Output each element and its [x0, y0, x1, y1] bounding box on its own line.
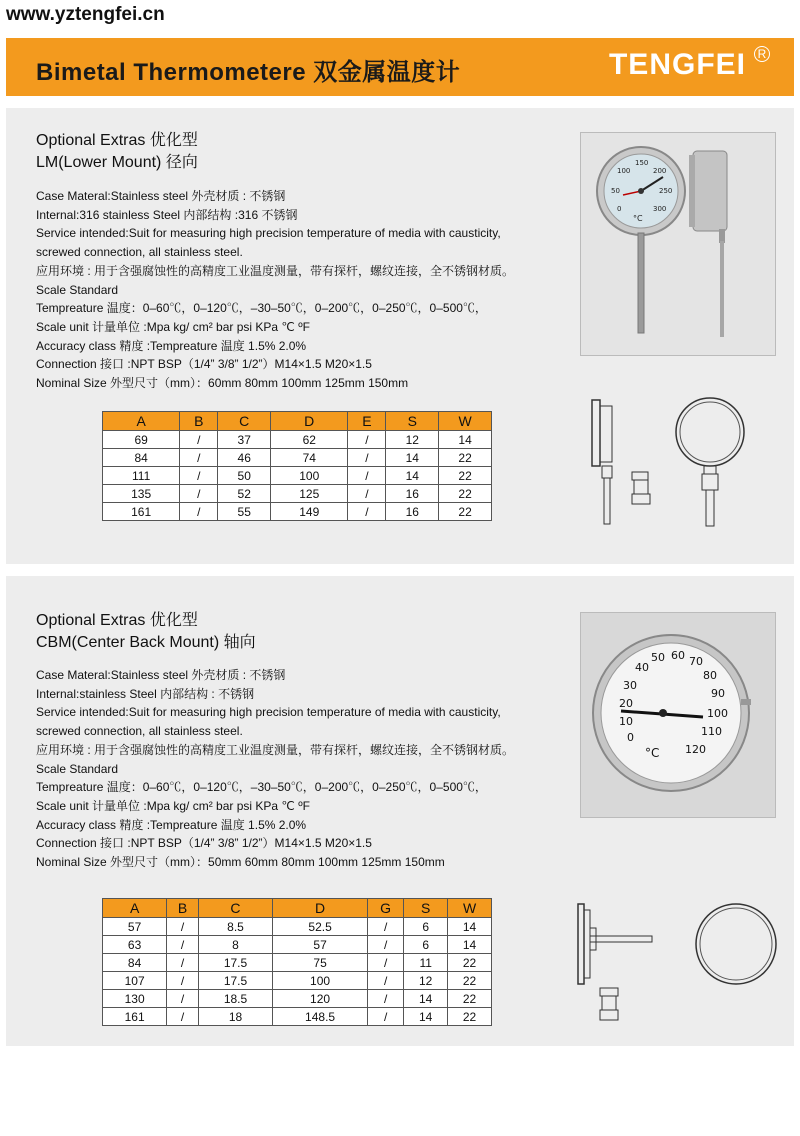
- table-cell: 84: [103, 449, 180, 467]
- table-cell: /: [367, 1008, 403, 1026]
- spec-line: Connection 接口 :NPT BSP（1/4” 3/8” 1/2”）M14×1.5 M20×1.5: [36, 836, 372, 851]
- spec-line: Nominal Size 外型尺寸（mm）：60mm 80mm 100mm 125mm 150mm: [36, 376, 409, 391]
- table-cell: 84: [103, 954, 167, 972]
- dial-tick-label: 0: [617, 205, 622, 213]
- table-row: [103, 503, 492, 521]
- table-cell: 120: [273, 990, 368, 1008]
- table-cell: 14: [404, 990, 448, 1008]
- col-header: S: [404, 899, 448, 918]
- table-row: [103, 936, 492, 954]
- spec-line: Accuracy class 精度 :Tempreature 温度 1.5% 2.0%: [36, 817, 307, 832]
- table-cell: 8.5: [198, 918, 272, 936]
- table-cell: 100: [271, 467, 348, 485]
- dial-tick-label: 100: [707, 707, 728, 720]
- website-url[interactable]: www.yztengfei.cn: [6, 4, 165, 25]
- dial-tick-label: 50: [651, 651, 665, 664]
- table-cell: 6: [404, 936, 448, 954]
- thermometer-lm-icon: [581, 133, 775, 355]
- col-header: B: [180, 412, 218, 431]
- table-cell: /: [367, 954, 403, 972]
- spec-line: 应用环境 : 用于含强腐蚀性的高精度工业温度测量，带有探杆，螺纹连接，全不锈钢材质。: [36, 742, 515, 757]
- spec-line: Internal:stainless Steel 内部结构 : 不锈钢: [36, 686, 255, 701]
- optional-extras-label: Optional Extras 优化型: [36, 612, 198, 629]
- dial-tick-label: 0: [627, 731, 634, 744]
- table-row: [103, 431, 492, 449]
- dial-tick-label: 80: [703, 669, 717, 682]
- table-cell: /: [348, 485, 386, 503]
- spec-line: Scale Standard: [36, 761, 119, 776]
- table-cell: /: [348, 503, 386, 521]
- table-cell: 148.5: [273, 1008, 368, 1026]
- table-cell: 17.5: [198, 954, 272, 972]
- table-cell: /: [180, 485, 218, 503]
- table-cell: /: [367, 990, 403, 1008]
- table-cell: 18.5: [198, 990, 272, 1008]
- spec-line: screwed connection, all stainless steel.: [36, 245, 243, 260]
- table-cell: 74: [271, 449, 348, 467]
- table-cell: 8: [198, 936, 272, 954]
- table-row: [103, 954, 492, 972]
- dial-tick-label: 300: [653, 205, 667, 213]
- col-header: C: [218, 412, 271, 431]
- table-cell: 52: [218, 485, 271, 503]
- dial-tick-label: 150: [635, 159, 649, 167]
- table-cell: 135: [103, 485, 180, 503]
- table-cell: 75: [273, 954, 368, 972]
- spec-line: Tempreature 温度：0–60℃，0–120℃，–30–50℃，0–200℃，0–250℃，0–500℃，: [36, 780, 487, 795]
- dial-tick-label: 70: [689, 655, 703, 668]
- dial-tick-label: 30: [623, 679, 637, 692]
- table-cell: /: [180, 431, 218, 449]
- table-cell: 6: [404, 918, 448, 936]
- table-cell: 161: [103, 503, 180, 521]
- table-cell: /: [167, 990, 199, 1008]
- table-header-row: [103, 899, 492, 918]
- spec-line: Tempreature 温度：0–60℃，0–120℃，–30–50℃，0–200℃，0–250℃，0–500℃，: [36, 301, 487, 316]
- col-header: C: [198, 899, 272, 918]
- spec-line: Scale unit 计量单位 :Mpa kg/ cm² bar psi KPa ℃ ºF: [36, 319, 310, 334]
- table-cell: /: [367, 918, 403, 936]
- spec-list: [36, 187, 566, 393]
- dial-tick-label: 40: [635, 661, 649, 674]
- table-cell: 149: [271, 503, 348, 521]
- table-cell: /: [167, 936, 199, 954]
- product-photo-lm: [580, 132, 776, 356]
- table-cell: 16: [386, 503, 439, 521]
- table-cell: 57: [273, 936, 368, 954]
- table-cell: 22: [439, 449, 492, 467]
- table-cell: 14: [386, 449, 439, 467]
- table-cell: 55: [218, 503, 271, 521]
- spec-list: [36, 666, 566, 872]
- table-cell: /: [348, 467, 386, 485]
- table-cell: 14: [448, 936, 492, 954]
- table-cell: 130: [103, 990, 167, 1008]
- dial-tick-label: 50: [611, 187, 620, 195]
- table-row: [103, 990, 492, 1008]
- col-header: E: [348, 412, 386, 431]
- model-title: CBM(Center Back Mount) 轴向: [36, 634, 256, 651]
- table-cell: 63: [103, 936, 167, 954]
- table-cell: 22: [439, 467, 492, 485]
- col-header: D: [271, 412, 348, 431]
- spec-line: Internal:316 stainless Steel 内部结构 :316 不锈钢: [36, 207, 298, 222]
- table-cell: /: [180, 503, 218, 521]
- table-row: [103, 918, 492, 936]
- table-row: [103, 1008, 492, 1026]
- table-row: [103, 467, 492, 485]
- table-cell: /: [367, 972, 403, 990]
- dimension-table: [102, 411, 492, 521]
- table-cell: /: [367, 936, 403, 954]
- spec-line: Scale Standard: [36, 282, 119, 297]
- table-cell: 22: [448, 990, 492, 1008]
- table-cell: /: [167, 972, 199, 990]
- optional-extras-label: Optional Extras 优化型: [36, 132, 198, 149]
- table-cell: 111: [103, 467, 180, 485]
- table-cell: 14: [386, 467, 439, 485]
- table-cell: /: [167, 1008, 199, 1026]
- model-title: LM(Lower Mount) 径向: [36, 154, 198, 171]
- col-header: G: [367, 899, 403, 918]
- spec-line: Connection 接口 :NPT BSP（1/4” 3/8” 1/2”）M14×1.5 M20×1.5: [36, 357, 372, 372]
- table-cell: 14: [439, 431, 492, 449]
- thermometer-cbm-icon: [581, 613, 775, 817]
- col-header: W: [448, 899, 492, 918]
- table-cell: 62: [271, 431, 348, 449]
- dial-tick-label: 90: [711, 687, 725, 700]
- technical-drawing-cbm: [566, 900, 786, 1030]
- table-row: [103, 449, 492, 467]
- dial-tick-label: 60: [671, 649, 685, 662]
- table-cell: 107: [103, 972, 167, 990]
- table-cell: /: [348, 449, 386, 467]
- table-row: [103, 485, 492, 503]
- table-cell: 22: [448, 972, 492, 990]
- table-cell: 18: [198, 1008, 272, 1026]
- dial-tick-label: 100: [617, 167, 631, 175]
- table-cell: 11: [404, 954, 448, 972]
- dial-tick-label: 200: [653, 167, 667, 175]
- spec-line: Case Materal:Stainless steel 外壳材质 : 不锈钢: [36, 668, 286, 682]
- spec-line: Accuracy class 精度 :Tempreature 温度 1.5% 2.0%: [36, 338, 307, 353]
- table-cell: /: [167, 954, 199, 972]
- section-cbm: [6, 576, 794, 1046]
- registered-mark: R: [754, 46, 770, 62]
- table-cell: 161: [103, 1008, 167, 1026]
- spec-line: Service intended:Suit for measuring high precision temperature of media with causticity,: [36, 705, 501, 720]
- table-cell: 46: [218, 449, 271, 467]
- col-header: D: [273, 899, 368, 918]
- table-cell: 52.5: [273, 918, 368, 936]
- col-header: A: [103, 412, 180, 431]
- technical-drawing-lm: [580, 392, 780, 532]
- spec-line: screwed connection, all stainless steel.: [36, 724, 243, 739]
- col-header: W: [439, 412, 492, 431]
- spec-line: 应用环境 : 用于含强腐蚀性的高精度工业温度测量，带有探杆，螺纹连接，全不锈钢材质。: [36, 263, 515, 278]
- section-lm: [6, 108, 794, 564]
- col-header: S: [386, 412, 439, 431]
- dial-unit-label: °C: [633, 214, 643, 223]
- dial-tick-label: 110: [701, 725, 722, 738]
- table-cell: 12: [404, 972, 448, 990]
- table-cell: 14: [448, 918, 492, 936]
- product-photo-cbm: [580, 612, 776, 818]
- table-row: [103, 972, 492, 990]
- spec-line: Case Materal:Stainless steel 外壳材质 : 不锈钢: [36, 189, 286, 203]
- table-cell: 14: [404, 1008, 448, 1026]
- dimension-table: [102, 898, 492, 1026]
- table-cell: 16: [386, 485, 439, 503]
- table-cell: 57: [103, 918, 167, 936]
- table-cell: /: [167, 918, 199, 936]
- page-title: Bimetal Thermometere 双金属温度计: [36, 59, 461, 86]
- dial-tick-label: 20: [619, 697, 633, 710]
- spec-line: Scale unit 计量单位 :Mpa kg/ cm² bar psi KPa ℃ ºF: [36, 798, 310, 813]
- table-cell: /: [180, 467, 218, 485]
- table-cell: 22: [439, 503, 492, 521]
- spec-line: Nominal Size 外型尺寸（mm）：50mm 60mm 80mm 100mm 125mm 150mm: [36, 855, 445, 870]
- title-banner: [6, 38, 794, 96]
- table-cell: 17.5: [198, 972, 272, 990]
- table-cell: 69: [103, 431, 180, 449]
- dial-unit-label: °C: [645, 746, 660, 760]
- table-cell: /: [180, 449, 218, 467]
- table-cell: 100: [273, 972, 368, 990]
- table-cell: 12: [386, 431, 439, 449]
- col-header: B: [167, 899, 199, 918]
- brand-logo: TENGFEI: [608, 48, 746, 81]
- table-cell: /: [348, 431, 386, 449]
- spec-line: Service intended:Suit for measuring high precision temperature of media with causticity,: [36, 226, 501, 241]
- table-cell: 22: [439, 485, 492, 503]
- col-header: A: [103, 899, 167, 918]
- table-cell: 125: [271, 485, 348, 503]
- table-cell: 22: [448, 954, 492, 972]
- table-header-row: [103, 412, 492, 431]
- table-cell: 22: [448, 1008, 492, 1026]
- dial-tick-label: 250: [659, 187, 673, 195]
- table-cell: 37: [218, 431, 271, 449]
- dial-tick-label: 120: [685, 743, 706, 756]
- table-cell: 50: [218, 467, 271, 485]
- dial-tick-label: 10: [619, 715, 633, 728]
